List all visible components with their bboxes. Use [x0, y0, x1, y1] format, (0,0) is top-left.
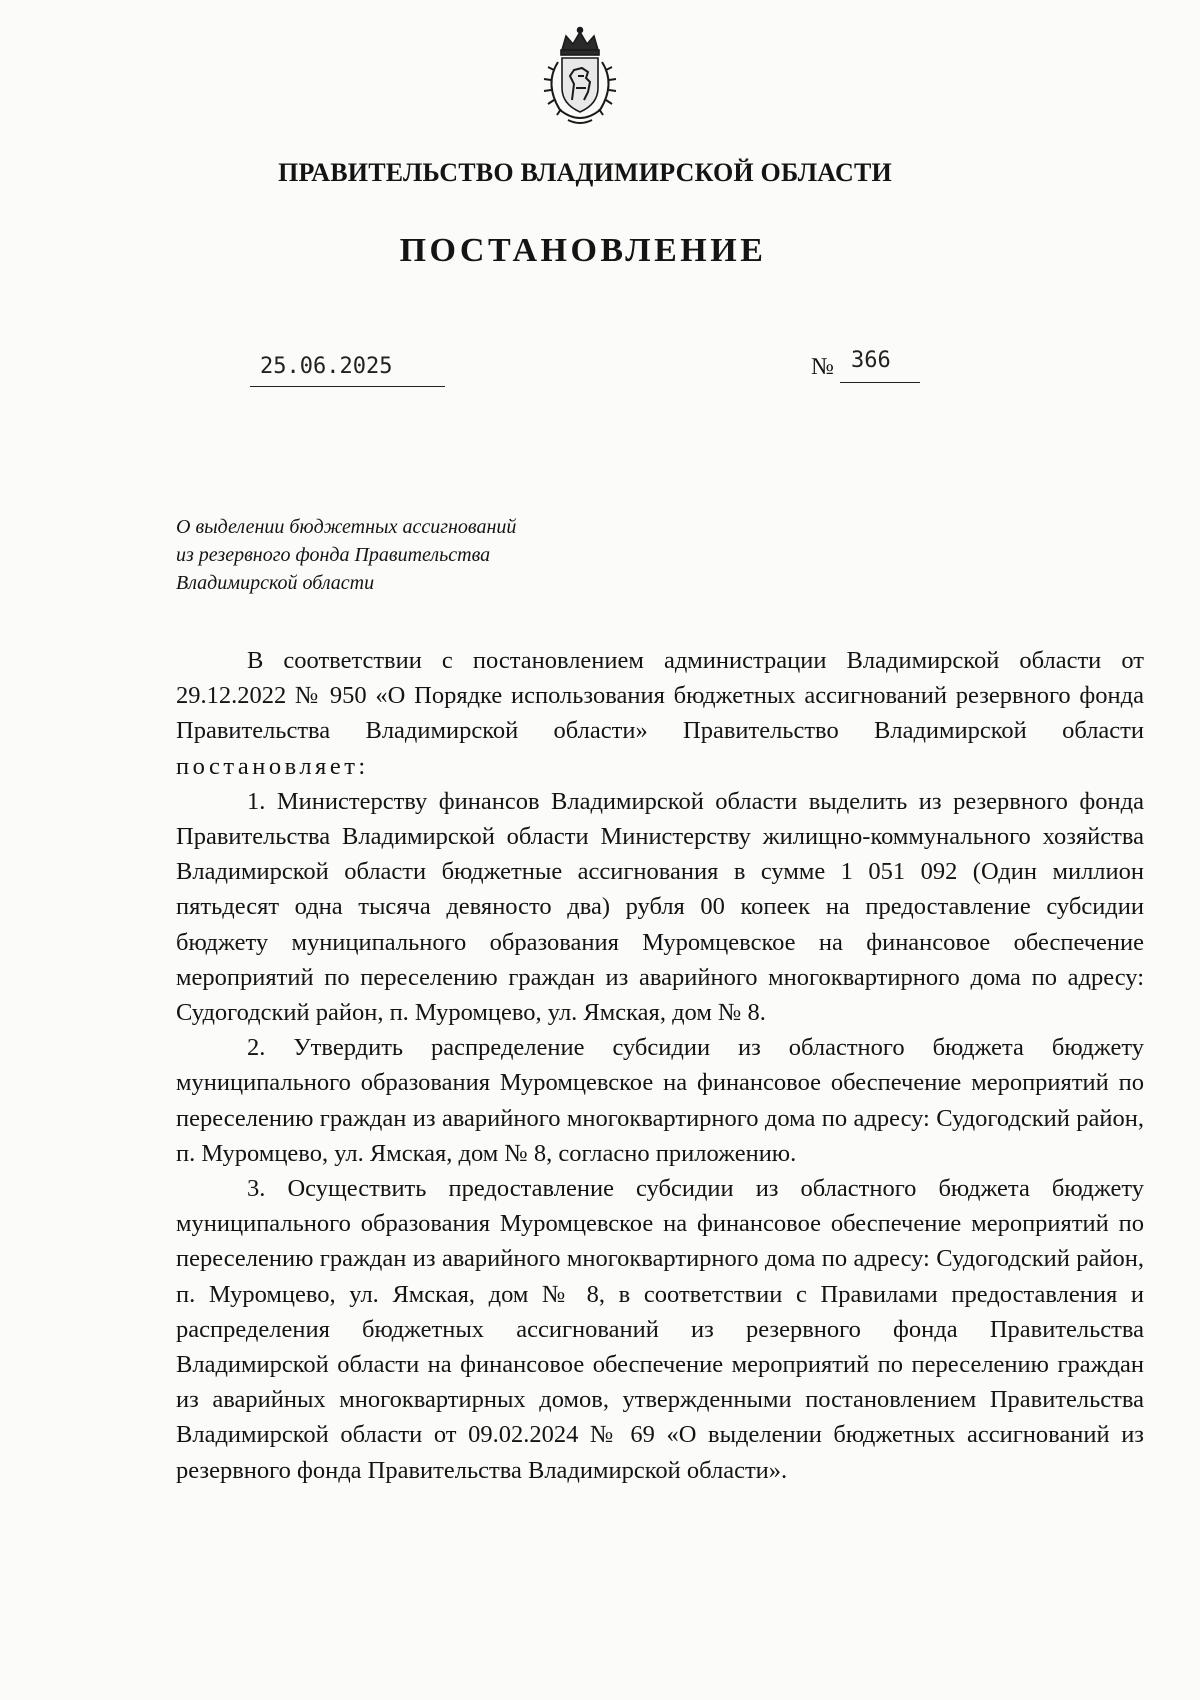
- clause-paragraph: 2. Утвердить распределение субсидии из областного бюджета бюджету муниципального образования Муромцевское на финансовое обеспечение мероприятий по переселению граждан из аварийного многоквартирного дома по адресу: Судогодский район, п. Муромцево, ул. Ямская, дом № 8, согласно приложению.: [176, 1034, 1144, 1167]
- government-title: ПРАВИТЕЛЬСТВО ВЛАДИМИРСКОЙ ОБЛАСТИ: [278, 158, 892, 187]
- document-date: 25.06.2025: [260, 354, 393, 379]
- number-sign: №: [811, 354, 834, 380]
- preamble-text: В соответствии с постановлением администрации Владимирской области от 29.12.2022 № 950 «О Порядке использования бюджетных ассигнований резервного фонда Правительства Владимирской области» Правительство Владимирской области: [176, 647, 1144, 745]
- document-number-field: [840, 348, 920, 383]
- subject-line: из резервного фонда Правительства: [176, 544, 491, 566]
- clause-paragraph: 1. Министерству финансов Владимирской области выделить из резервного фонда Правительства Владимирской области Министерству жилищно-коммунального хозяйства Владимирской области бюджетные ассигнования в сумме 1 051 092 (Один миллион пятьдесят одна тысяча девяносто два) рубля 00 копеек на предоставление субсидии бюджету муниципального образования Муромцевское на финансовое обеспечение мероприятий по переселению граждан из аварийного многоквартирного дома по адресу: Судогодский район, п. Муромцево, ул. Ямская, дом № 8.: [176, 787, 1144, 1027]
- document-number: 366: [851, 348, 891, 373]
- subject-line: О выделении бюджетных ассигнований: [176, 516, 517, 538]
- document-date-field: [250, 356, 445, 387]
- preamble-paragraph: [176, 643, 1144, 784]
- coat-of-arms-icon: [532, 26, 628, 126]
- subject-line: Владимирской области: [176, 572, 375, 594]
- document-body: [176, 643, 1144, 1488]
- document-subject: [176, 513, 516, 597]
- document-type-title: ПОСТАНОВЛЕНИЕ: [399, 232, 767, 269]
- preamble-decree: постановляет:: [176, 752, 369, 780]
- clause-paragraph: 3. Осуществить предоставление субсидии из областного бюджета бюджету муниципального образования Муромцевское на финансовое обеспечение мероприятий по переселению граждан из аварийного многоквартирного дома по адресу: Судогодский район, п. Муромцево, ул. Ямская, дом № 8, в соответствии с Правилами предоставления и распределения бюджетных ассигнований из резервного фонда Правительства Владимирской области на финансовое обеспечение мероприятий по переселению граждан из аварийных многоквартирных домов, утвержденными постановлением Правительства Владимирской области от 09.02.2024 № 69 «О выделении бюджетных ассигнований из резервного фонда Правительства Владимирской области».: [176, 1175, 1144, 1484]
